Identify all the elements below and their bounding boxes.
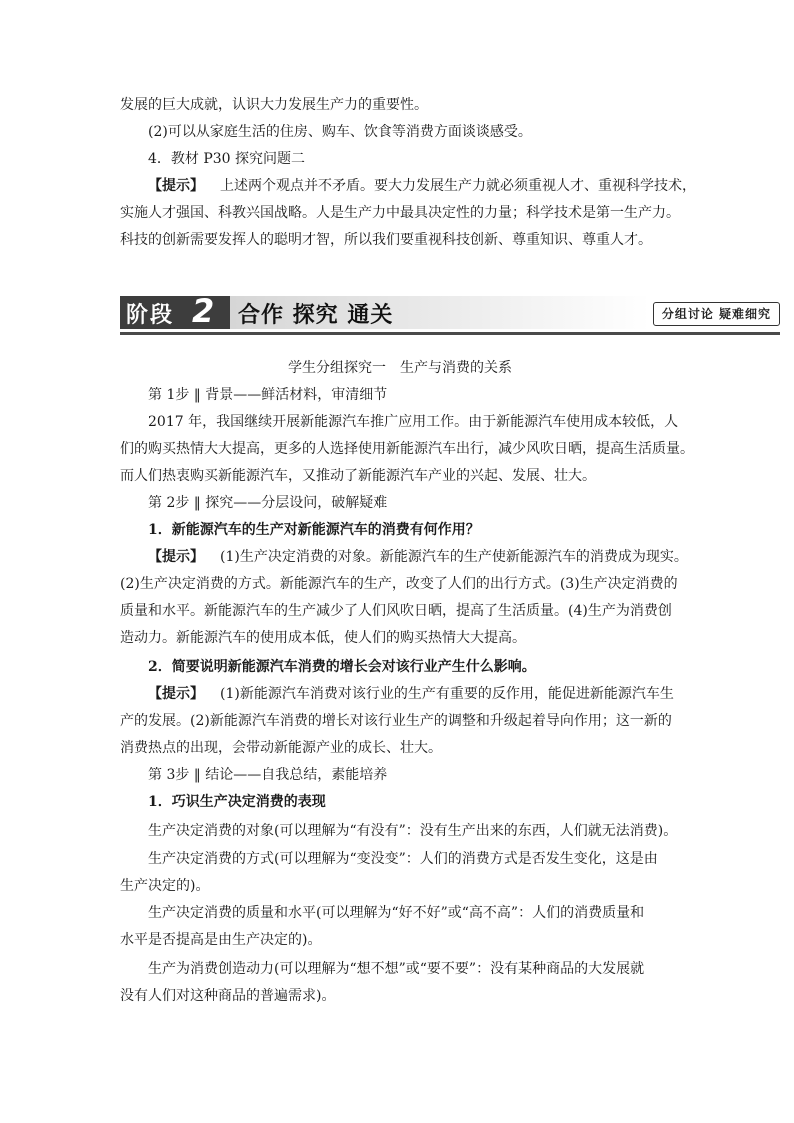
- answer-1-line-4: 造动力。新能源汽车的使用成本低，使人们的购买热情大大提高。: [120, 630, 526, 646]
- answer-1-text: (1)生产决定消费的对象。新能源汽车的生产使新能源汽车的消费成为现实。: [220, 549, 688, 565]
- summary-line-4b: 没有人们对这种商品的普遍需求)。: [120, 988, 336, 1004]
- intro-line-5: 实施人才强国、科教兴国战略。人是生产力中最具决定性的力量；科学技术是第一生产力。: [120, 205, 680, 221]
- summary-line-2b: 生产决定的)。: [120, 878, 210, 894]
- answer-2-line-3: 消费热点的出现，会带动新能源产业的成长、壮大。: [120, 740, 442, 756]
- banner-stage-block: [120, 292, 230, 330]
- summary-line-3a: 生产决定消费的质量和水平(可以理解为“好不好”或“高不高”：人们的消费质量和: [148, 905, 645, 921]
- summary-heading: 1．巧识生产决定消费的表现: [148, 794, 326, 810]
- banner-number: 2: [192, 292, 215, 330]
- banner-stage: 阶段: [126, 303, 175, 328]
- answer-1-line-2: (2)生产决定消费的方式。新能源汽车的生产，改变了人们的出行方式。(3)生产决定消费的: [120, 576, 678, 592]
- intro-line-2: (2)可以从家庭生活的住房、购车、饮食等消费方面谈谈感受。: [148, 124, 532, 140]
- background-line-2: 们的购买热情大大提高，更多的人选择使用新能源汽车出行，减少风吹日晒，提高生活质量。: [120, 441, 694, 457]
- tip-label: 【提示】: [148, 549, 204, 565]
- summary-line-3b: 水平是否提高是由生产决定的)。: [120, 932, 322, 948]
- tip-text: 上述两个观点并不矛盾。要大力发展生产力就必须重视人才、重视科学技术，: [220, 178, 696, 194]
- summary-line-4a: 生产为消费创造动力(可以理解为“想不想”或“要不要”：没有某种商品的大发展就: [148, 961, 645, 977]
- tip-label: 【提示】: [148, 178, 204, 194]
- answer-1-line-3: 质量和水平。新能源汽车的生产减少了人们风吹日晒，提高了生活质量。(4)生产为消费创: [120, 603, 672, 619]
- intro-line-6: 科技的创新需要发挥人的聪明才智，所以我们要重视科技创新、尊重知识、尊重人才。: [120, 232, 652, 248]
- step-1-heading: 第 1步 ‖ 背景——鲜活材料，审清细节: [148, 387, 388, 403]
- summary-line-1: 生产决定消费的对象(可以理解为“有没有”：没有生产出来的东西，人们就无法消费)。: [148, 823, 678, 839]
- intro-line-1: 发展的巨大成就，认识大力发展生产力的重要性。: [120, 97, 428, 113]
- background-line-3: 而人们热衷购买新能源汽车，又推动了新能源汽车产业的兴起、发展、壮大。: [120, 468, 596, 484]
- question-2: 2．简要说明新能源汽车消费的增长会对该行业产生什么影响。: [148, 659, 536, 675]
- background-line-1: 2017 年，我国继续开展新能源汽车推广应用工作。由于新能源汽车使用成本较低，人: [148, 414, 679, 430]
- banner-tag: 分组讨论 疑难细究: [653, 302, 780, 326]
- answer-2-tip-line: [148, 681, 680, 708]
- banner-title: 合作 探究 通关: [238, 302, 394, 328]
- section-title: 学生分组探究一 生产与消费的关系: [288, 360, 512, 376]
- question-1: 1．新能源汽车的生产对新能源汽车的消费有何作用？: [148, 522, 480, 538]
- answer-1-tip-line: [148, 544, 688, 571]
- summary-line-2a: 生产决定消费的方式(可以理解为“变没变”：人们的消费方式是否发生变化，这是由: [148, 851, 658, 867]
- tip-label: 【提示】: [148, 686, 204, 702]
- step-2-heading: 第 2步 ‖ 探究——分层设问，破解疑难: [148, 495, 388, 511]
- intro-tip-line: [148, 173, 696, 200]
- section-banner: [120, 292, 780, 335]
- answer-2-text: (1)新能源汽车消费对该行业的生产有重要的反作用，能促进新能源汽车生: [220, 686, 674, 702]
- step-3-heading: 第 3步 ‖ 结论——自我总结，素能培养: [148, 767, 388, 783]
- answer-2-line-2: 产的发展。(2)新能源汽车消费的增长对该行业生产的调整和升级起着导向作用；这一新的: [120, 713, 672, 729]
- intro-line-3: 4．教材 P30 探究问题二: [148, 151, 306, 167]
